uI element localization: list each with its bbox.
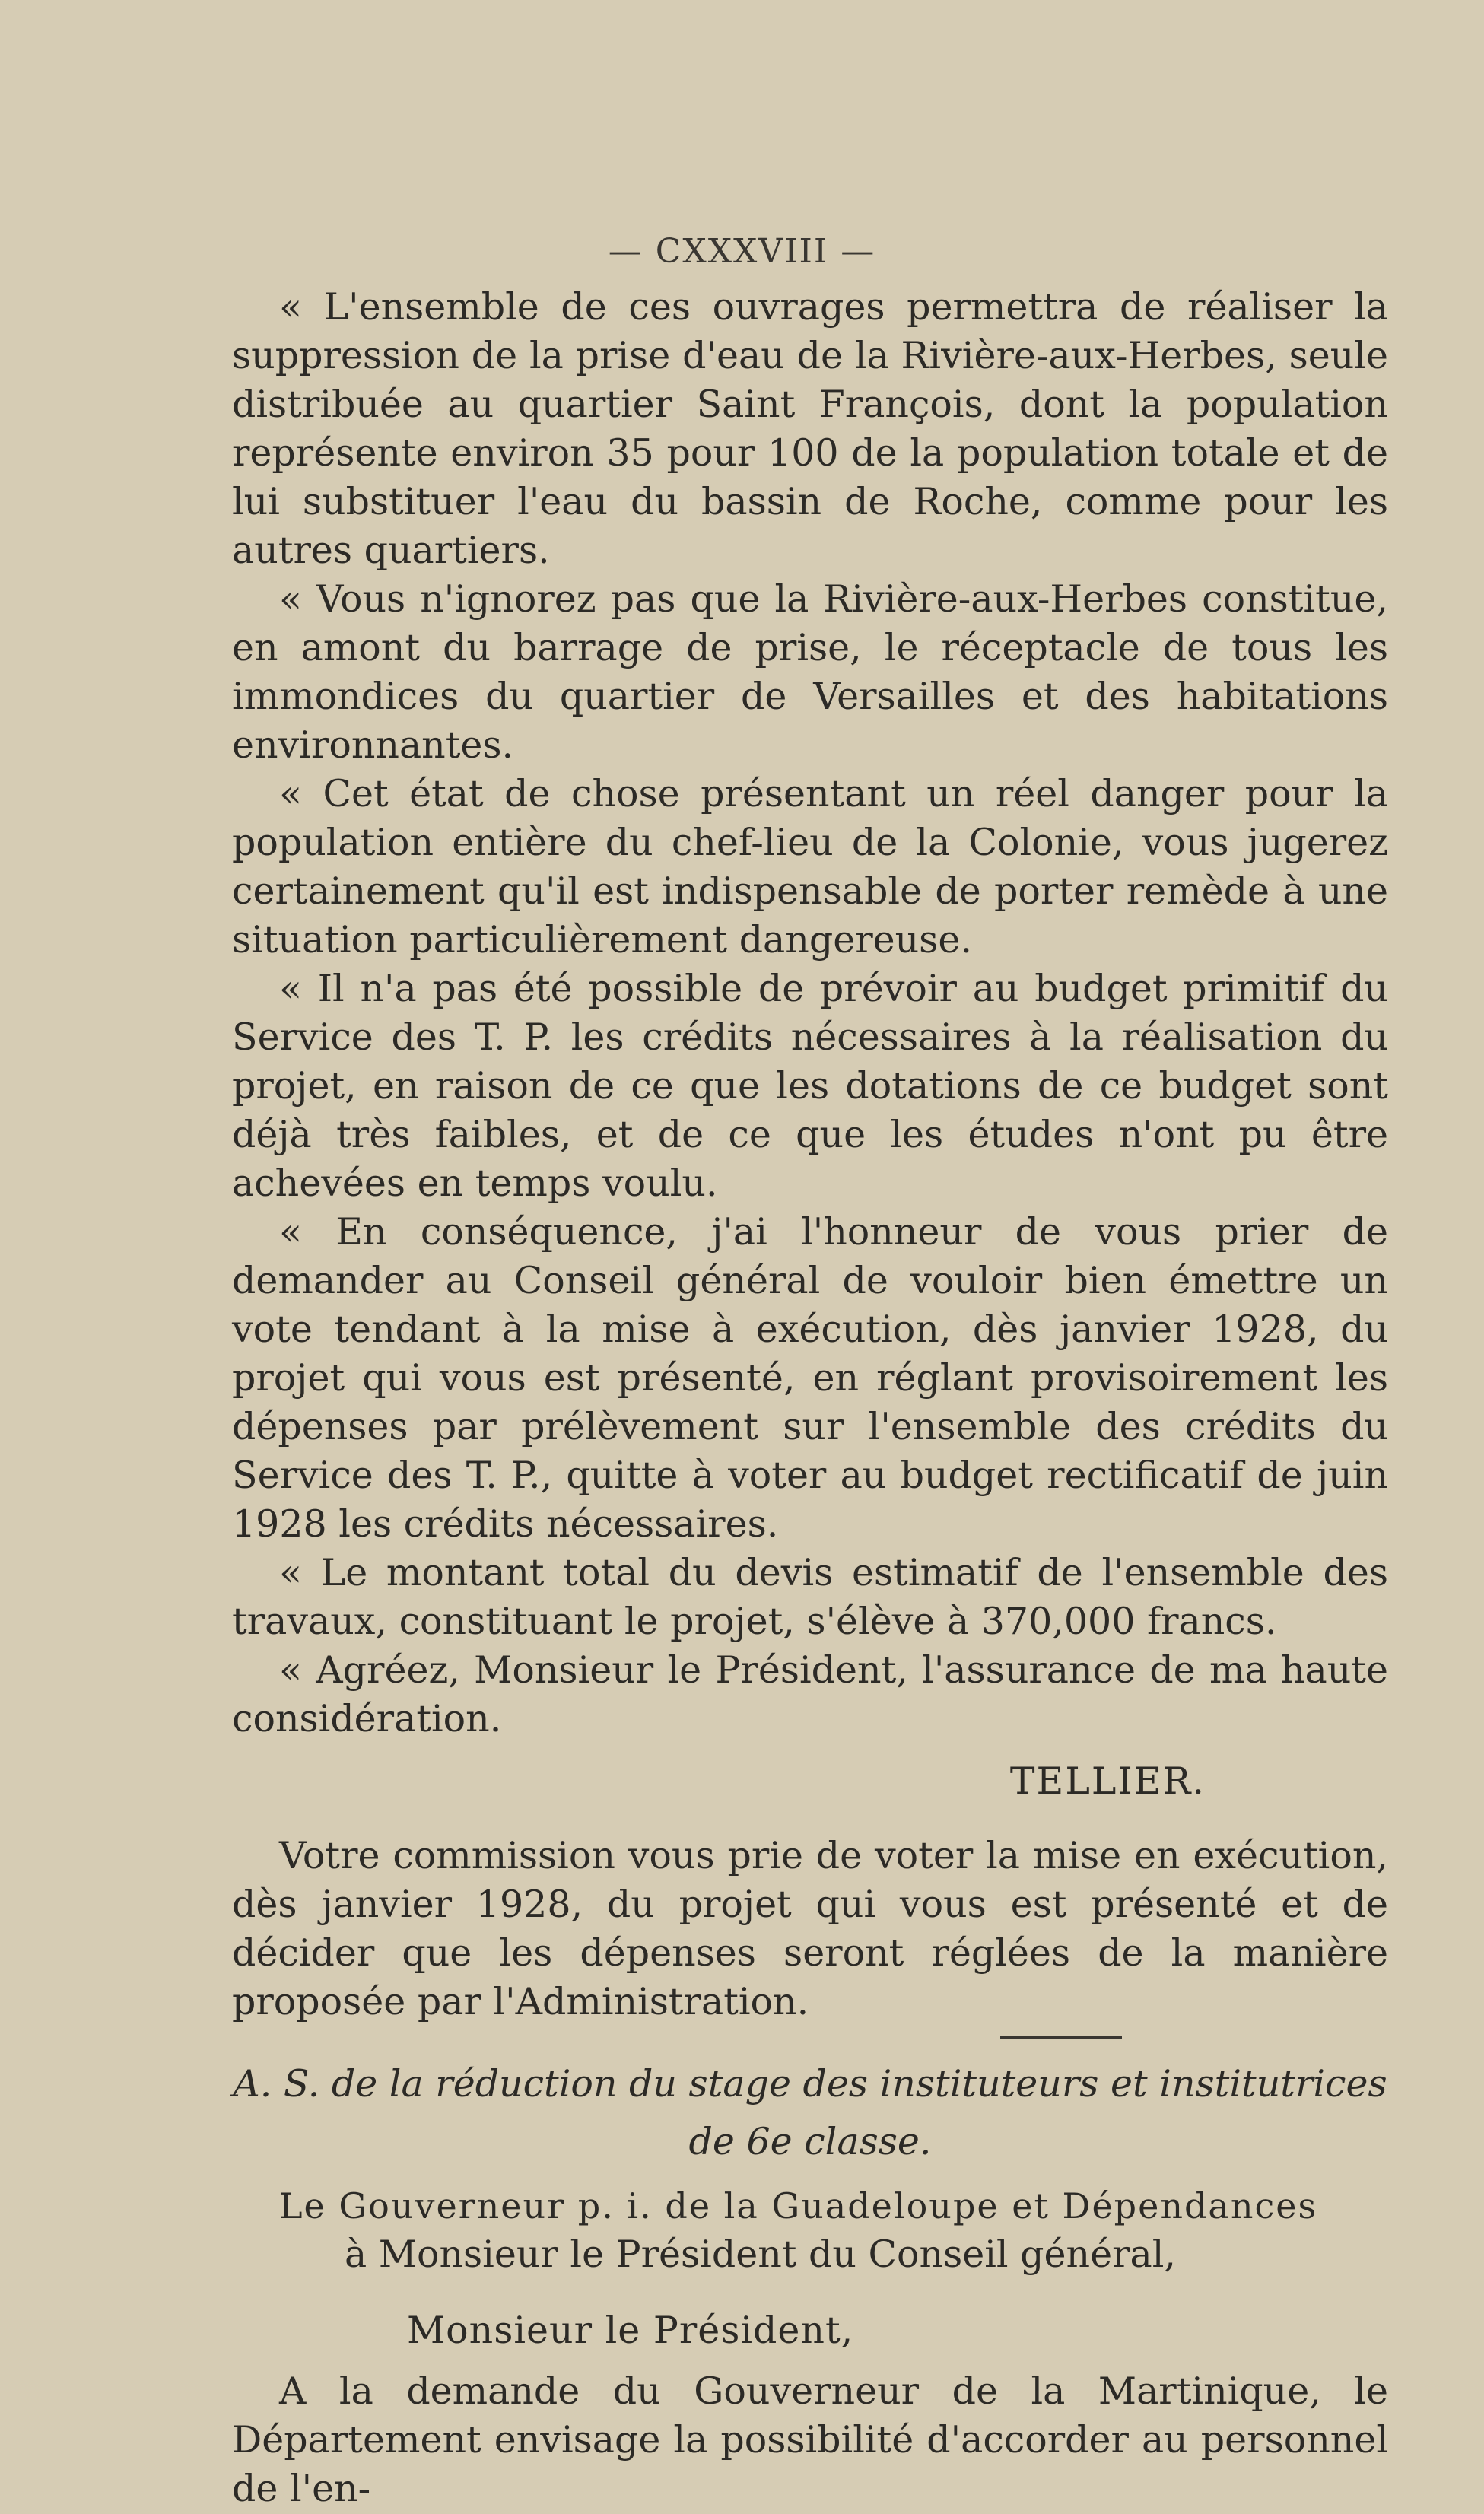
subject-line-2: de 6e classe.	[688, 2120, 932, 2163]
letter-sender: Le Gouverneur p. i. de la Guadeloupe et Dépendances	[279, 2185, 1318, 2226]
salutation: Monsieur le Président,	[407, 2309, 854, 2352]
letter-recipient: à Monsieur le Président du Conseil général,	[345, 2233, 1176, 2276]
paragraph: « L'ensemble de ces ouvrages permettra de réaliser la suppression de la prise d'eau de la Rivière-aux-Herbes, seule distribuée au quartier Saint François, dont la population représente environ 35 pour 100 de la population totale et de lui substituer l'eau du bassin de Roche, comme pour les autres quartiers.	[232, 285, 1388, 572]
paragraph: « Agréez, Monsieur le Président, l'assurance de ma haute considération.	[232, 1648, 1388, 1740]
paragraph: « En conséquence, j'ai l'honneur de vous prier de demander au Conseil général de vouloir bien émettre un vote tendant à la mise à exécution, dès janvier 1928, du projet qui vous est présenté, en réglant provisoirement les dépenses par prélèvement sur l'ensemble des crédits du Service des T. P., quitte à voter au budget rectificatif de juin 1928 les crédits nécessaires.	[232, 1210, 1388, 1546]
commission-text: Votre commission vous prie de voter la mise en exécution, dès janvier 1928, du projet qui vous est présenté et de décider que les dépenses seront réglées de la manière proposée par l'Administration.	[232, 1834, 1388, 2023]
page-number: — CXXXVIII —	[608, 232, 876, 271]
signature: TELLIER.	[1009, 1759, 1206, 1803]
paragraph: « Cet état de chose présentant un réel danger pour la population entière du chef-lieu de la Colonie, vous jugerez certainement qu'il est indispensable de porter remède à une situation particulièrement dangereuse.	[232, 772, 1388, 961]
paragraph: « Le montant total du devis estimatif de l'ensemble des travaux, constituant le projet, s'élève à 370,000 francs.	[232, 1551, 1388, 1643]
document-body	[232, 283, 1388, 2513]
paragraph: « Vous n'ignorez pas que la Rivière-aux-Herbes constitue, en amont du barrage de prise, le réceptacle de tous les immondices du quartier de Versailles et des habitations environnantes.	[232, 577, 1388, 767]
section-divider	[1000, 2036, 1122, 2039]
subject-line-1: A. S. de la réduction du stage des instituteurs et institutrices	[233, 2062, 1387, 2106]
closing-paragraph: A la demande du Gouverneur de la Martinique, le Département envisage la possibilité d'accorder au personnel de l'en-	[232, 2369, 1388, 2510]
paragraph: « Il n'a pas été possible de prévoir au budget primitif du Service des T. P. les crédits nécessaires à la réalisation du projet, en raison de ce que les dotations de ce budget sont déjà très faibles, et de ce que les études n'ont pu être achevées en temps voulu.	[232, 967, 1388, 1205]
